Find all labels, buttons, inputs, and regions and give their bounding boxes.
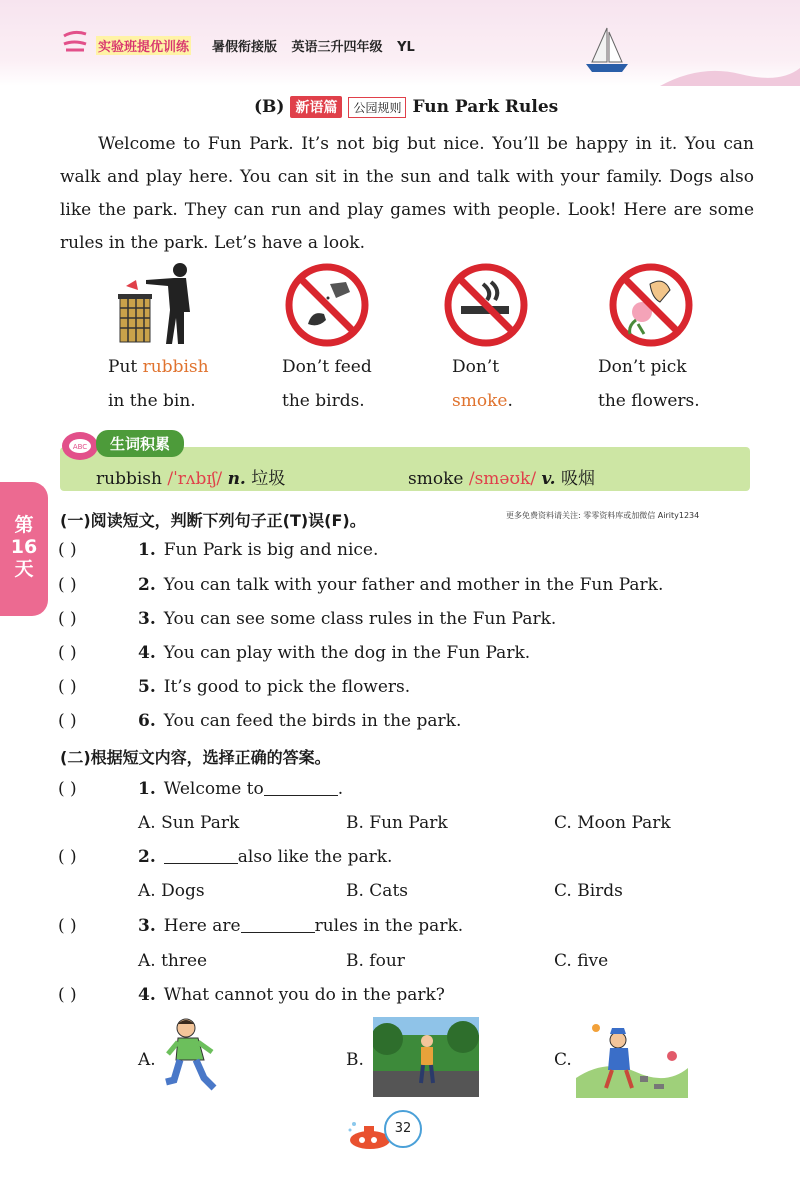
answer-blank[interactable]	[264, 779, 338, 796]
part1-heading: (一)阅读短文，判断下列句子正(T)误(F)。	[60, 511, 366, 530]
section-title-en: Fun Park Rules	[412, 97, 559, 117]
mc3-option-b[interactable]: B. four	[346, 951, 405, 971]
sign-caption-3: Don’t smoke.	[452, 357, 513, 411]
section-tag: 新语篇	[290, 96, 342, 118]
mc4-option-b[interactable]: B.	[346, 1050, 364, 1070]
mc4-option-c[interactable]: C.	[554, 1050, 572, 1070]
tf-question-4: ( ) 4. You can play with the dog in the Fun Park.	[58, 643, 531, 663]
tf-question-5: ( ) 5. It’s good to pick the flowers.	[58, 677, 411, 697]
answer-blank[interactable]	[164, 847, 238, 864]
no-picking-flowers-icon	[608, 262, 694, 348]
mc1-option-a[interactable]: A. Sun Park	[138, 813, 240, 833]
sign-caption-1: Put rubbish in the bin.	[108, 357, 209, 411]
mc4-option-a[interactable]: A.	[138, 1050, 156, 1070]
park-walk-picture[interactable]	[373, 1017, 479, 1097]
running-boy-picture[interactable]	[164, 1016, 220, 1098]
day-tab: 第 16 天	[0, 482, 48, 616]
page-header	[0, 0, 800, 86]
page-number: 32	[384, 1110, 422, 1148]
mc1-option-b[interactable]: B. Fun Park	[346, 813, 448, 833]
no-smoking-icon	[443, 262, 529, 348]
series-title: 实验班提优训练	[96, 36, 191, 55]
tf-question-6: ( ) 6. You can feed the birds in the park.	[58, 711, 462, 731]
series-logo-icon	[62, 30, 88, 52]
section-topic-cn: 公园规则	[348, 97, 406, 118]
mc2-option-b[interactable]: B. Cats	[346, 881, 408, 901]
section-title	[254, 96, 558, 118]
section-label: (B)	[254, 97, 285, 117]
mc-question-4: ( ) 4. What cannot you do in the park?	[58, 985, 445, 1005]
vocab-item-smoke: smoke /sməʊk/ v. 吸烟	[408, 469, 595, 489]
mc2-option-a[interactable]: A. Dogs	[138, 881, 205, 901]
tf-question-2: ( ) 2. You can talk with your father and mother in the Fun Park.	[58, 575, 664, 595]
sign-caption-2: Don’t feed the birds.	[282, 357, 372, 411]
part2-heading: (二)根据短文内容，选择正确的答案。	[60, 748, 331, 767]
vocab-label: 生词积累	[96, 430, 184, 457]
sign-caption-4: Don’t pick the flowers.	[598, 357, 700, 411]
tf-question-3: ( ) 3. You can see some class rules in the Fun Park.	[58, 609, 557, 629]
grade-label: 英语三升四年级	[291, 40, 383, 55]
watermark-note: 更多免费资料请关注: 零零资料库或加微信 Airity1234	[506, 511, 700, 520]
mc1-option-c[interactable]: C. Moon Park	[554, 813, 671, 833]
version-label: YL	[397, 40, 415, 55]
book-subtitle	[212, 36, 425, 55]
mc2-option-c[interactable]: C. Birds	[554, 881, 623, 901]
mc-question-1: ( ) 1. Welcome to .	[58, 779, 344, 799]
mc3-option-c[interactable]: C. five	[554, 951, 609, 971]
vocab-item-rubbish: rubbish /ˈrʌbɪʃ/ n. 垃圾	[96, 469, 286, 489]
wave-decoration-icon	[660, 64, 800, 86]
piggy-bank-icon	[60, 424, 100, 462]
svg-text:ABC: ABC	[72, 443, 88, 451]
reading-passage	[60, 128, 754, 260]
sailboat-icon	[582, 24, 632, 76]
tf-question-1: ( ) 1. Fun Park is big and nice.	[58, 540, 379, 560]
litter-bin-icon	[106, 262, 192, 348]
mc3-option-a[interactable]: A. three	[138, 951, 208, 971]
answer-blank[interactable]	[241, 916, 315, 933]
mc-question-3: ( ) 3. Here are rules in the park.	[58, 916, 464, 936]
edition-label: 暑假衔接版	[212, 40, 278, 55]
passage-text: Welcome to Fun Park. It’s not big but nice. You’ll be happy in it. You can walk and play here. You can sit in the sun and talk with your family. Dogs also like the park. They can run and play games with people. Look! Here are some rules in the park. Let’s have a look.	[60, 134, 754, 253]
no-feeding-birds-icon	[284, 262, 370, 348]
picking-flowers-picture[interactable]	[576, 1018, 688, 1098]
mc-question-2: ( ) 2. also like the park.	[58, 847, 393, 867]
